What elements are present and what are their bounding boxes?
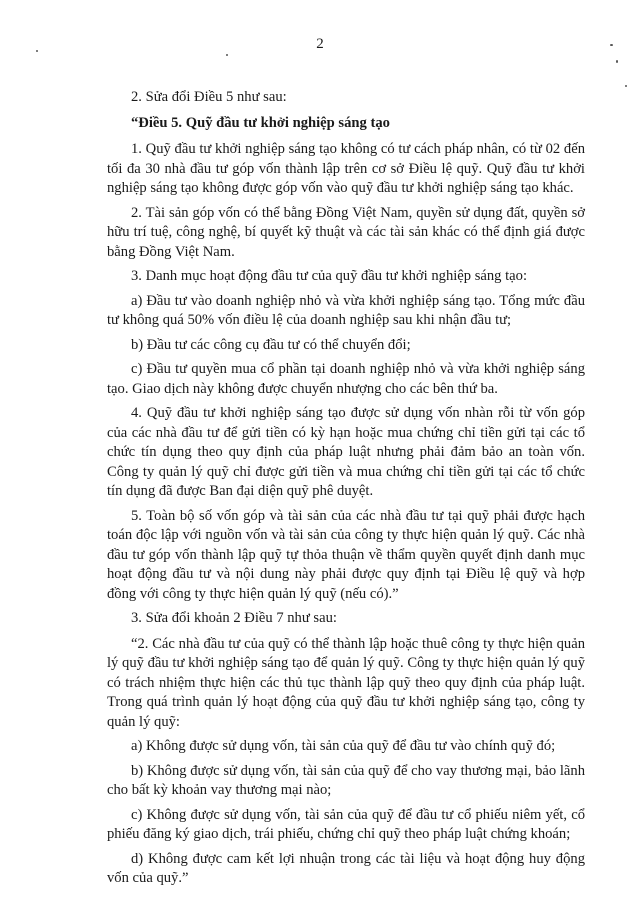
page-number: 2 (316, 36, 324, 52)
amendment-heading-3: 3. Sửa đổi khoản 2 Điều 7 như sau: (131, 610, 337, 626)
clause-3a: a) Đầu tư vào doanh nghiệp nhỏ và vừa khởi nghiệp sáng tạo. Tổng mức đầu tư không quá 50% vốn điều lệ của doanh nghiệp sau khi nhận đầu tư; (107, 292, 585, 328)
scan-speck (625, 85, 627, 87)
article-title: “Điều 5. Quỹ đầu tư khởi nghiệp sáng tạo (131, 114, 390, 131)
clause-4: 4. Quỹ đầu tư khởi nghiệp sáng tạo được sử dụng vốn nhàn rỗi từ vốn góp của các nhà đầu tư để gửi tiền có kỳ hạn hoặc mua chứng chỉ tiền gửi tại các tổ chức tín dụng theo quy định của pháp luật nhưng phải đảm bảo an toàn vốn. Công ty quản lý quỹ chỉ được gửi tiền và mua chứng chỉ tiền gửi tại các tổ chức tín dụng đã được Ban đại diện quỹ phê duyệt. (107, 405, 585, 499)
clause-3b: b) Đầu tư các công cụ đầu tư có thể chuyển đổi; (131, 336, 411, 353)
article-7-item-a: a) Không được sử dụng vốn, tài sản của quỹ để đầu tư vào chính quỹ đó; (131, 738, 556, 754)
scan-speck (616, 60, 618, 63)
document-body (107, 88, 585, 894)
article-7-item-d: d) Không được cam kết lợi nhuận trong các tài liệu và hoạt động huy động vốn của quỹ.” (107, 850, 585, 886)
article-7-item-c: c) Không được sử dụng vốn, tài sản của quỹ để đầu tư cổ phiếu niêm yết, cổ phiếu đăng ký giao dịch, trái phiếu, chứng chỉ quỹ theo pháp luật chứng khoán; (107, 806, 585, 842)
amendment-heading-1: 2. Sửa đổi Điều 5 như sau: (131, 89, 287, 105)
clause-1: 1. Quỹ đầu tư khởi nghiệp sáng tạo không có tư cách pháp nhân, có từ 02 đến tối đa 30 nhà đầu tư góp vốn thành lập trên cơ sở Điều lệ quỹ. Quỹ đầu tư khởi nghiệp sáng tạo không được góp vốn vào quỹ đầu tư khởi nghiệp sáng tạo khác. (107, 141, 585, 196)
scan-speck (226, 54, 228, 56)
article-7-item-b: b) Không được sử dụng vốn, tài sản của quỹ để cho vay thương mại, bảo lãnh cho bất kỳ khoản vay thương mại nào; (107, 762, 585, 798)
scan-speck (610, 44, 613, 46)
clause-3: 3. Danh mục hoạt động đầu tư của quỹ đầu tư khởi nghiệp sáng tạo: (131, 268, 528, 284)
clause-2: 2. Tài sản góp vốn có thể bằng Đồng Việt Nam, quyền sử dụng đất, quyền sở hữu trí tuệ, công nghệ, bí quyết kỹ thuật và các tài sản khác có thể định giá được bằng Đồng Việt Nam. (107, 204, 585, 260)
article-7-clause-2: “2. Các nhà đầu tư của quỹ có thể thành lập hoặc thuê công ty thực hiện quản lý quỹ đầu tư khởi nghiệp sáng tạo để quản lý quỹ. Công ty thực hiện quản lý quỹ có trách nhiệm thực hiện các thủ tục thành lập quỹ theo quy định của pháp luật. Trong quá trình quản lý hoạt động của quỹ đầu tư khởi nghiệp sáng tạo, công ty quản lý quỹ: (107, 635, 585, 730)
clause-5: 5. Toàn bộ số vốn góp và tài sản của các nhà đầu tư tại quỹ phải được hạch toán độc lập với nguồn vốn và tài sản của công ty thực hiện quản lý quỹ. Các nhà đầu tư góp vốn thành lập quỹ tự thỏa thuận về thẩm quyền quyết định danh mục hoạt động đầu tư và nội dung này phải được quy định tại Điều lệ quỹ và hợp đồng với công ty thực hiện quản lý quỹ (nếu có).” (107, 507, 585, 602)
clause-3c: c) Đầu tư quyền mua cổ phần tại doanh nghiệp nhỏ và vừa khởi nghiệp sáng tạo. Giao dịch này không được chuyển nhượng cho các bên thứ ba. (107, 361, 585, 397)
scan-speck (36, 50, 38, 52)
